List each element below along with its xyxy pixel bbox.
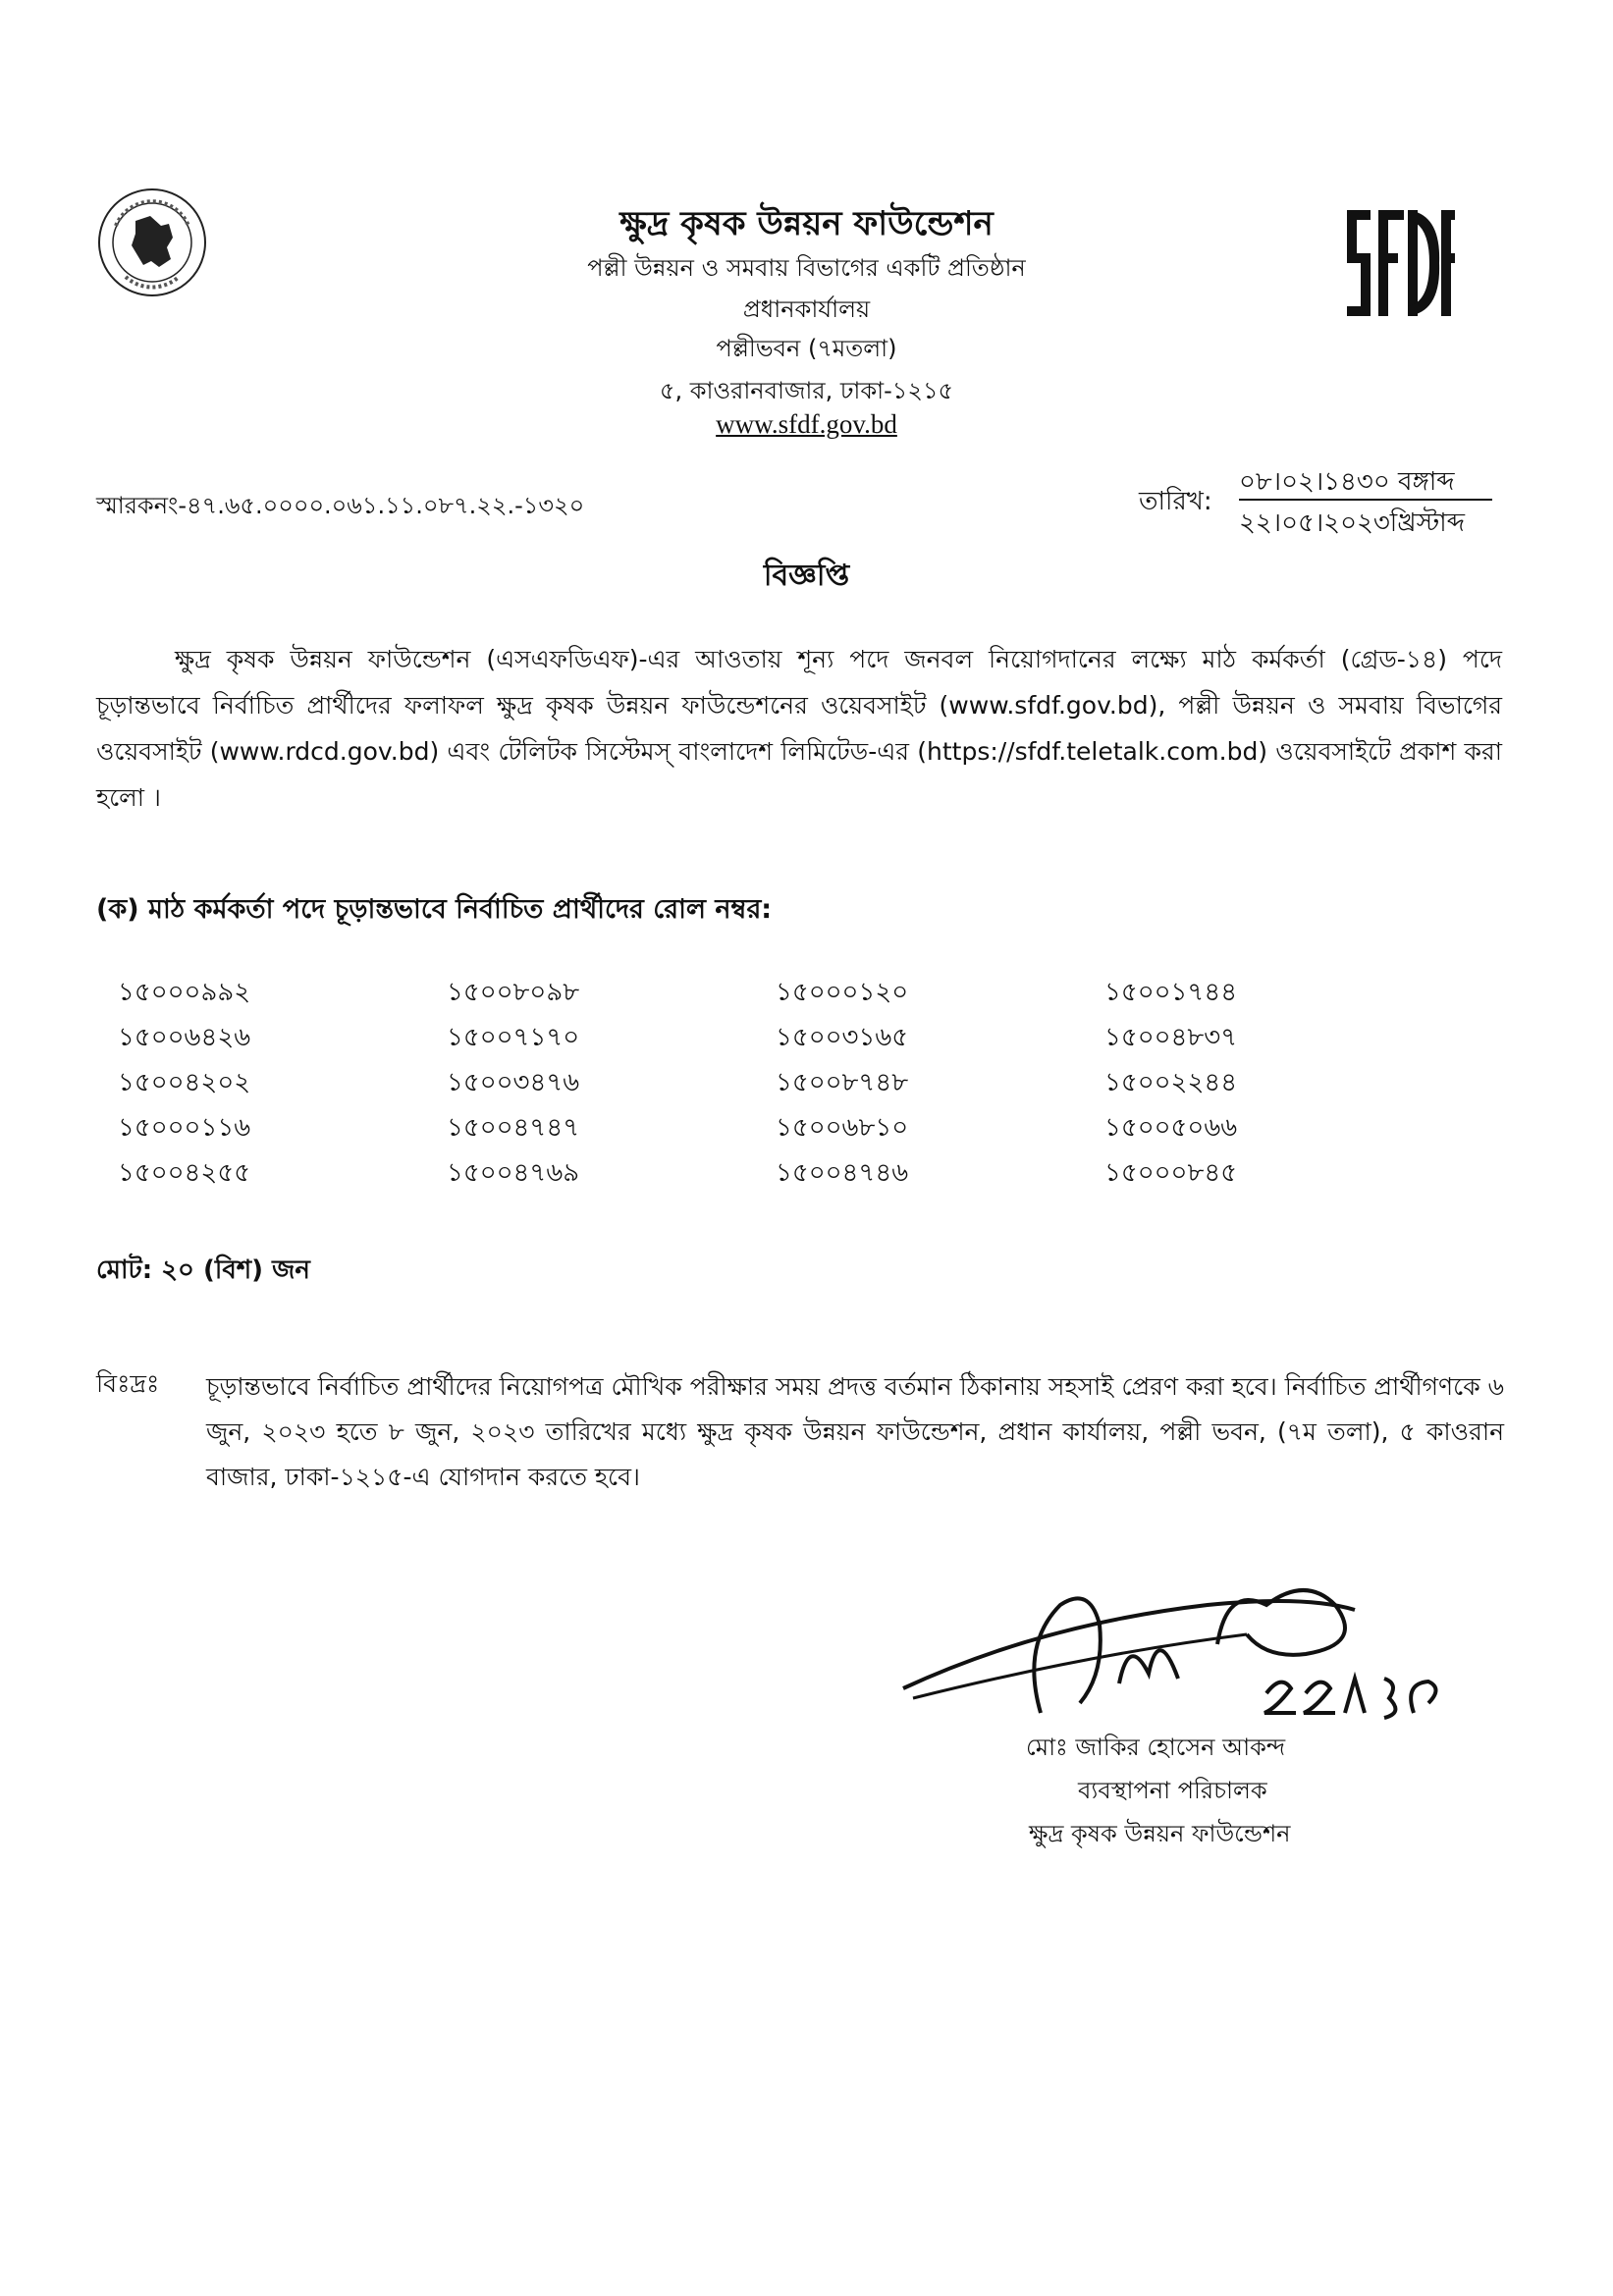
roll-number: ১৫০০০৮৪৫ — [1104, 1158, 1238, 1188]
signatory-title: ব্যবস্থাপনা পরিচালক — [1078, 1777, 1267, 1804]
signatory-name: মোঃ জাকির হোসেন আকন্দ — [1026, 1734, 1286, 1761]
roll-number: ১৫০০৭১৭০ — [447, 1023, 580, 1052]
handwritten-signature-icon — [893, 1566, 1482, 1742]
roll-number: ১৫০০৪৭৬৯ — [447, 1158, 580, 1188]
org-subtitle: পল্লী উন্নয়ন ও সমবায় বিভাগের একটি প্রতিষ্ঠান — [587, 254, 1026, 282]
date-label: তারিখ: — [1139, 487, 1212, 516]
roll-number: ১৫০০১৭৪৪ — [1104, 978, 1238, 1007]
signatory-organization: ক্ষুদ্র কৃষক উন্নয়ন ফাউন্ডেশন — [1029, 1820, 1291, 1847]
roll-number: ১৫০০০১১৬ — [118, 1113, 251, 1143]
roll-number: ১৫০০৪৮৩৭ — [1104, 1023, 1238, 1052]
roll-number: ১৫০০৪২০২ — [118, 1068, 251, 1097]
roll-number: ১৫০০৪৭৪৭ — [447, 1113, 580, 1143]
date-divider — [1239, 499, 1492, 501]
selection-title: (ক) মাঠ কর্মকর্তা পদে চূড়ান্তভাবে নির্বাচিত প্রার্থীদের রোল নম্বর: — [96, 894, 773, 925]
note-text: চূড়ান্তভাবে নির্বাচিত প্রার্থীদের নিয়োগপত্র মৌখিক পরীক্ষার সময় প্রদত্ত বর্তমান ঠিকানায় সহসাই প্রেরণ করা হবে। নির্বাচিত প্রার্থীগণকে ৬ জুন, ২০২৩ হতে ৮ জুন, ২০২৩ তারিখের মধ্যে ক্ষুদ্র কৃষক উন্নয়ন ফাউন্ডেশন, প্রধান কার্যালয়, পল্লী ভবন, (৭ম তলা), ৫ কাওরান বাজার, ঢাকা-১২১৫-এ যোগদান করতে হবে। — [206, 1372, 1504, 1491]
notice-title: বিজ্ঞপ্তি — [763, 559, 850, 593]
roll-number: ১৫০০৪৭৪৬ — [776, 1158, 909, 1188]
total-count: মোট: ২০ (বিশ) জন — [96, 1255, 310, 1285]
roll-number: ১৫০০৬৮১০ — [776, 1113, 909, 1143]
roll-number: ১৫০০২২৪৪ — [1104, 1068, 1238, 1097]
roll-number: ১৫০০৫০৬৬ — [1104, 1113, 1238, 1143]
note-label: বিঃদ্রঃ — [96, 1369, 160, 1398]
roll-number-grid — [118, 972, 1433, 1186]
roll-number: ১৫০০৪২৫৫ — [118, 1158, 251, 1188]
memo-number: স্মারকনং-৪৭.৬৫.০০০০.০৬১.১১.০৮৭.২২.-১৩২০ — [96, 492, 585, 519]
notice-body: ক্ষুদ্র কৃষক উন্নয়ন ফাউন্ডেশন (এসএফডিএফ)-এর আওতায় শূন্য পদে জনবল নিয়োগদানের লক্ষ্যে মাঠ কর্মকর্তা (গ্রেড-১৪) পদে চূড়ান্তভাবে নির্বাচিত প্রার্থীদের ফলাফল ক্ষুদ্র কৃষক উন্নয়ন ফাউন্ডেশনের ওয়েবসাইট (www.sfdf.gov.bd), পল্লী উন্নয়ন ও সমবায় বিভাগের ওয়েবসাইট (www.rdcd.gov.bd) এবং টেলিটক সিস্টেমস্ বাংলাদেশ লিমিটেড-এর (https://sfdf.teletalk.com.bd) ওয়েবসাইটে প্রকাশ করা হলো । — [96, 645, 1502, 812]
roll-number: ১৫০০৮০৯৮ — [447, 978, 580, 1007]
roll-number: ১৫০০০১২০ — [776, 978, 909, 1007]
roll-number: ১৫০০০৯৯২ — [118, 978, 251, 1007]
org-name: ক্ষুদ্র কৃষক উন্নয়ন ফাউন্ডেশন — [619, 204, 994, 243]
office-name: প্রধানকার্যালয় — [742, 295, 871, 323]
roll-number: ১৫০০৩৪৭৬ — [447, 1068, 580, 1097]
roll-number: ১৫০০৮৭৪৮ — [776, 1068, 909, 1097]
roll-number: ১৫০০৩১৬৫ — [776, 1023, 909, 1052]
date-gregorian: ২২।০৫।২০২৩খ্রিস্টাব্দ — [1239, 508, 1465, 538]
building-name: পল্লীভবন (৭মতলা) — [716, 335, 897, 362]
roll-number: ১৫০০৬৪২৬ — [118, 1023, 251, 1052]
address: ৫, কাওরানবাজার, ঢাকা-১২১৫ — [659, 377, 954, 404]
website-link[interactable]: www.sfdf.gov.bd — [716, 409, 897, 439]
date-bangla: ০৮।০২।১৪৩০ বঙ্গাব্দ — [1239, 467, 1455, 497]
